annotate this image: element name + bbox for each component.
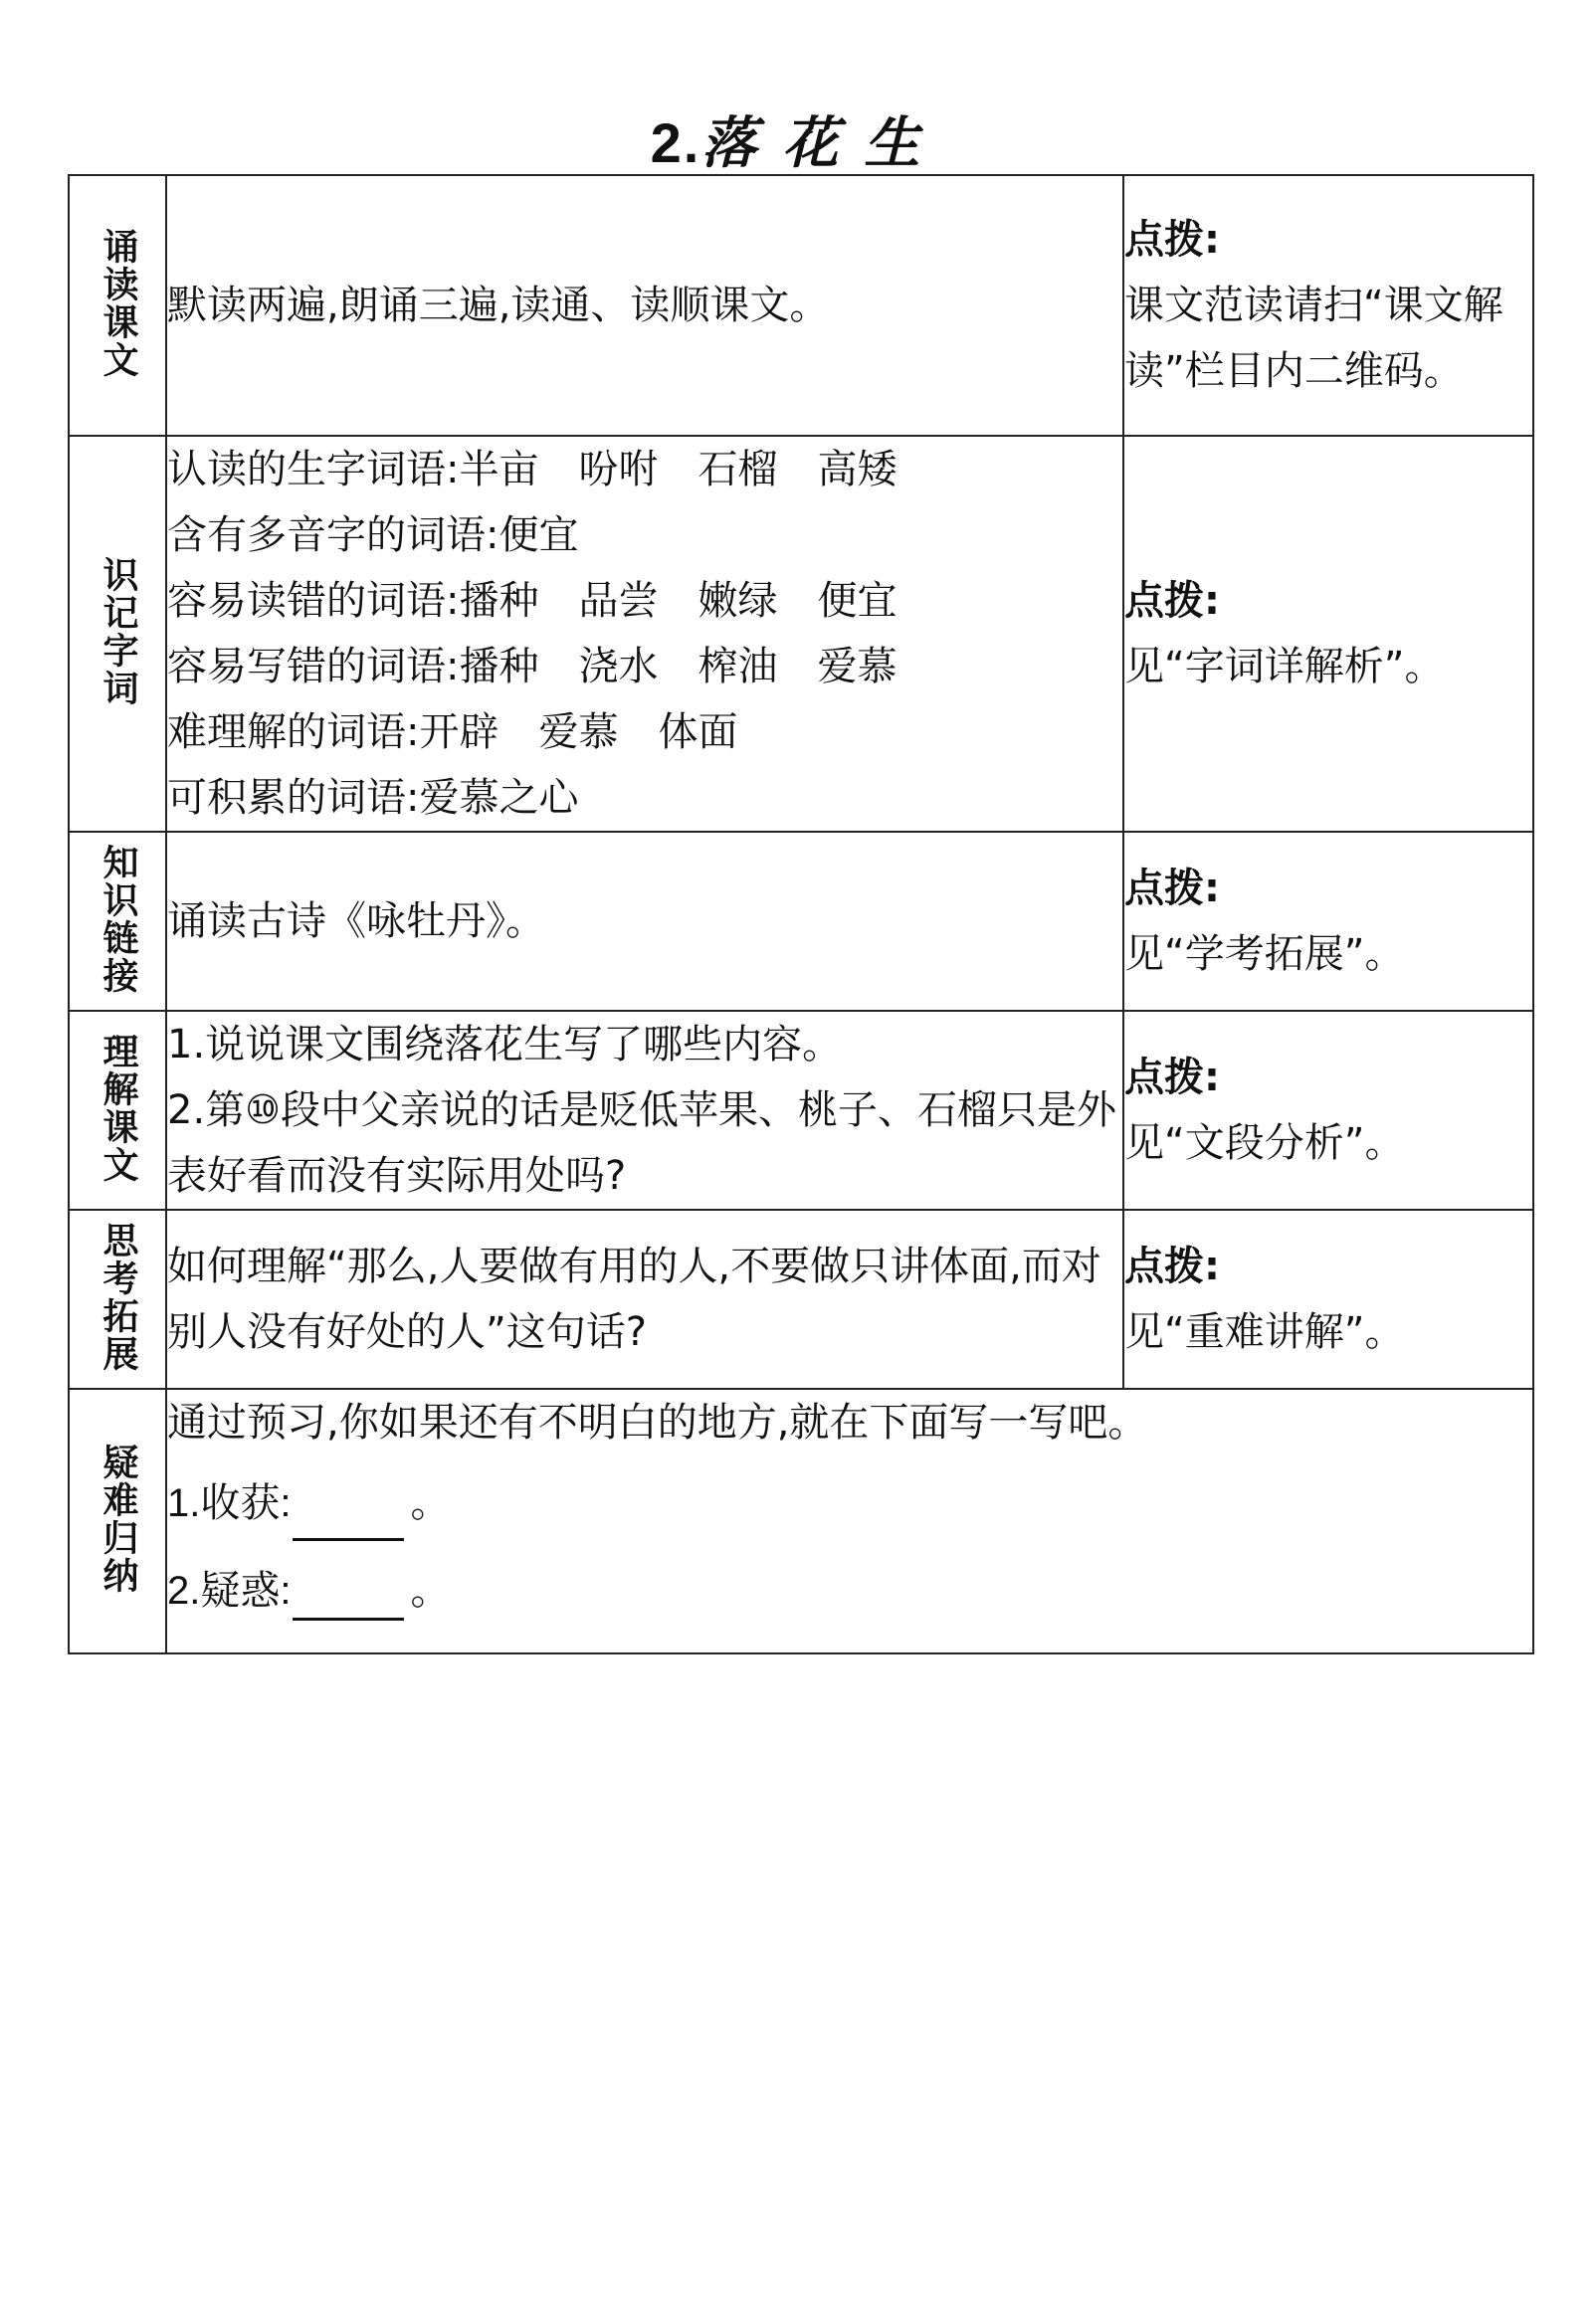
row-label: 识记字词	[98, 556, 138, 707]
row-label: 知识链接	[98, 844, 138, 995]
answer-line-doubt	[167, 1551, 1532, 1631]
row-tip-cell	[1123, 1011, 1533, 1210]
tip-text: 见“文段分析”。	[1124, 1120, 1405, 1166]
summary-intro: 通过预习,你如果还有不明白的地方,就在下面写一写吧。	[167, 1400, 1148, 1446]
row-content-cell	[166, 832, 1123, 1011]
row-label-cell	[69, 832, 166, 1011]
answer-end: 。	[410, 1480, 451, 1526]
row-label-cell	[69, 436, 166, 832]
tip-heading: 点拨:	[1124, 866, 1220, 911]
answer-label: 2.疑惑:	[167, 1569, 292, 1613]
summary-cell	[166, 1389, 1533, 1653]
content-line: 2.第⑩段中父亲说的话是贬低苹果、桃子、石榴只是外表好看而没有实际用处吗?	[167, 1087, 1117, 1199]
content-line: 可积累的词语:爱慕之心	[167, 775, 579, 821]
title-name: 落花生	[700, 111, 946, 176]
table-row	[69, 1210, 1533, 1389]
row-label-cell	[69, 1389, 166, 1653]
row-content-cell	[166, 1011, 1123, 1210]
row-tip-cell	[1123, 1210, 1533, 1389]
content-line: 1.说说课文围绕落花生写了哪些内容。	[167, 1022, 843, 1067]
content-line: 诵读古诗《咏牡丹》。	[167, 898, 545, 944]
answer-line-harvest	[167, 1455, 1532, 1551]
row-label: 思考拓展	[98, 1222, 138, 1373]
page-title	[0, 99, 1596, 179]
content-line: 认读的生字词语:半亩 吩咐 石榴 高矮	[167, 447, 898, 492]
tip-heading: 点拨:	[1124, 217, 1220, 263]
table-row	[69, 175, 1533, 436]
answer-end: 。	[410, 1568, 451, 1614]
tip-heading: 点拨:	[1124, 578, 1220, 624]
row-content-cell	[166, 1210, 1123, 1389]
row-label: 疑难归纳	[98, 1444, 138, 1595]
row-label-cell	[69, 175, 166, 436]
title-number: 2.	[650, 111, 701, 174]
tip-text: 见“学考拓展”。	[1124, 931, 1405, 977]
tip-text: 见“重难讲解”。	[1124, 1309, 1405, 1355]
preview-table	[68, 174, 1534, 1654]
row-tip-cell	[1123, 832, 1533, 1011]
table-row	[69, 832, 1533, 1011]
content-line: 容易写错的词语:播种 浇水 榨油 爱慕	[167, 644, 898, 689]
row-label-cell	[69, 1011, 166, 1210]
content-line: 默读两遍,朗诵三遍,读通、读顺课文。	[167, 283, 830, 328]
answer-blank[interactable]	[293, 1574, 404, 1621]
tip-heading: 点拨:	[1124, 1244, 1220, 1289]
content-line: 含有多音字的词语:便宜	[167, 512, 579, 558]
answer-blank[interactable]	[293, 1494, 404, 1541]
table-row	[69, 436, 1533, 832]
tip-heading: 点拨:	[1124, 1055, 1220, 1100]
content-line: 如何理解“那么,人要做有用的人,不要做只讲体面,而对别人没有好处的人”这句话?	[167, 1244, 1101, 1355]
tip-text: 见“字词详解析”。	[1124, 644, 1445, 689]
row-content-cell	[166, 175, 1123, 436]
tip-text: 课文范读请扫“课文解读”栏目内二维码。	[1124, 283, 1503, 394]
row-tip-cell	[1123, 175, 1533, 436]
content-line: 难理解的词语:开辟 爱慕 体面	[167, 709, 738, 755]
content-line: 容易读错的词语:播种 品尝 嫩绿 便宜	[167, 578, 898, 624]
row-label: 诵读课文	[98, 228, 138, 379]
row-label-cell	[69, 1210, 166, 1389]
row-tip-cell	[1123, 436, 1533, 832]
answer-label: 1.收获:	[167, 1481, 292, 1525]
table-row	[69, 1389, 1533, 1653]
row-label: 理解课文	[98, 1033, 138, 1184]
row-content-cell	[166, 436, 1123, 832]
table-row	[69, 1011, 1533, 1210]
